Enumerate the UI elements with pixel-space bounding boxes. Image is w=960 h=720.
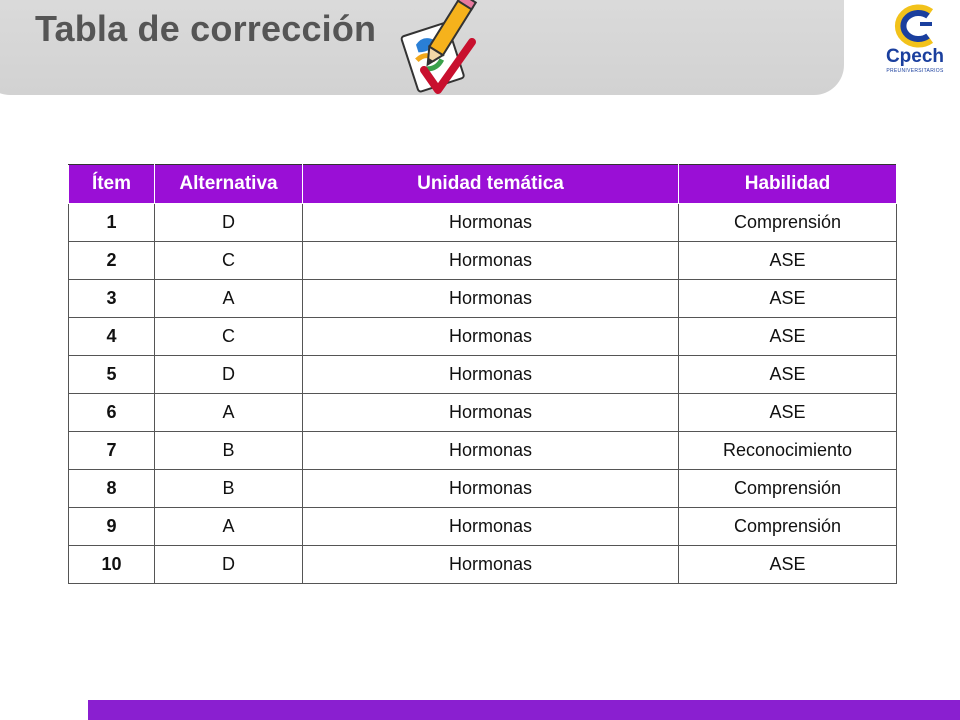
cell-habilidad: Comprensión bbox=[679, 470, 897, 508]
cell-unidad: Hormonas bbox=[303, 280, 679, 318]
cell-unidad: Hormonas bbox=[303, 204, 679, 242]
cell-item: 1 bbox=[69, 204, 155, 242]
table-row bbox=[69, 394, 897, 432]
table-row bbox=[69, 280, 897, 318]
cell-unidad: Hormonas bbox=[303, 432, 679, 470]
cell-alternativa: C bbox=[155, 318, 303, 356]
column-header-item: Ítem bbox=[69, 165, 155, 204]
page-title: Tabla de corrección bbox=[35, 8, 377, 49]
cpech-logo bbox=[876, 2, 954, 78]
cell-habilidad: Comprensión bbox=[679, 204, 897, 242]
cell-habilidad: ASE bbox=[679, 318, 897, 356]
table-row bbox=[69, 318, 897, 356]
cell-alternativa: C bbox=[155, 242, 303, 280]
cell-alternativa: B bbox=[155, 432, 303, 470]
logo-brand: Cpech bbox=[885, 46, 945, 67]
cell-item: 5 bbox=[69, 356, 155, 394]
cell-unidad: Hormonas bbox=[303, 318, 679, 356]
cell-habilidad: Reconocimiento bbox=[679, 432, 897, 470]
logo-tagline: PREUNIVERSITARIOS bbox=[886, 68, 944, 74]
cell-habilidad: ASE bbox=[679, 242, 897, 280]
cell-unidad: Hormonas bbox=[303, 470, 679, 508]
cell-item: 8 bbox=[69, 470, 155, 508]
cell-item: 4 bbox=[69, 318, 155, 356]
cell-alternativa: B bbox=[155, 470, 303, 508]
table-row bbox=[69, 470, 897, 508]
table-row bbox=[69, 356, 897, 394]
table-row bbox=[69, 432, 897, 470]
column-header-alternativa: Alternativa bbox=[155, 165, 303, 204]
cell-item: 2 bbox=[69, 242, 155, 280]
cell-item: 7 bbox=[69, 432, 155, 470]
cell-item: 6 bbox=[69, 394, 155, 432]
cpech-logo-icon bbox=[876, 2, 954, 50]
table-row bbox=[69, 242, 897, 280]
cell-alternativa: D bbox=[155, 546, 303, 584]
cell-habilidad: ASE bbox=[679, 394, 897, 432]
column-header-unidad: Unidad temática bbox=[303, 165, 679, 204]
table-row bbox=[69, 204, 897, 242]
cell-habilidad: ASE bbox=[679, 546, 897, 584]
cell-item: 3 bbox=[69, 280, 155, 318]
cell-alternativa: A bbox=[155, 508, 303, 546]
cell-alternativa: D bbox=[155, 356, 303, 394]
cell-unidad: Hormonas bbox=[303, 508, 679, 546]
table-row bbox=[69, 546, 897, 584]
cell-item: 10 bbox=[69, 546, 155, 584]
table-header-row bbox=[69, 165, 897, 204]
cell-alternativa: A bbox=[155, 394, 303, 432]
cell-unidad: Hormonas bbox=[303, 394, 679, 432]
bottom-accent-bar bbox=[88, 700, 960, 720]
cell-unidad: Hormonas bbox=[303, 546, 679, 584]
cell-habilidad: Comprensión bbox=[679, 508, 897, 546]
cell-alternativa: D bbox=[155, 204, 303, 242]
cell-alternativa: A bbox=[155, 280, 303, 318]
cell-item: 9 bbox=[69, 508, 155, 546]
cell-unidad: Hormonas bbox=[303, 356, 679, 394]
table-row bbox=[69, 508, 897, 546]
cell-unidad: Hormonas bbox=[303, 242, 679, 280]
correction-table bbox=[68, 164, 897, 584]
pencil-check-document-icon bbox=[398, 0, 478, 100]
cell-habilidad: ASE bbox=[679, 356, 897, 394]
cell-habilidad: ASE bbox=[679, 280, 897, 318]
column-header-habilidad: Habilidad bbox=[679, 165, 897, 204]
